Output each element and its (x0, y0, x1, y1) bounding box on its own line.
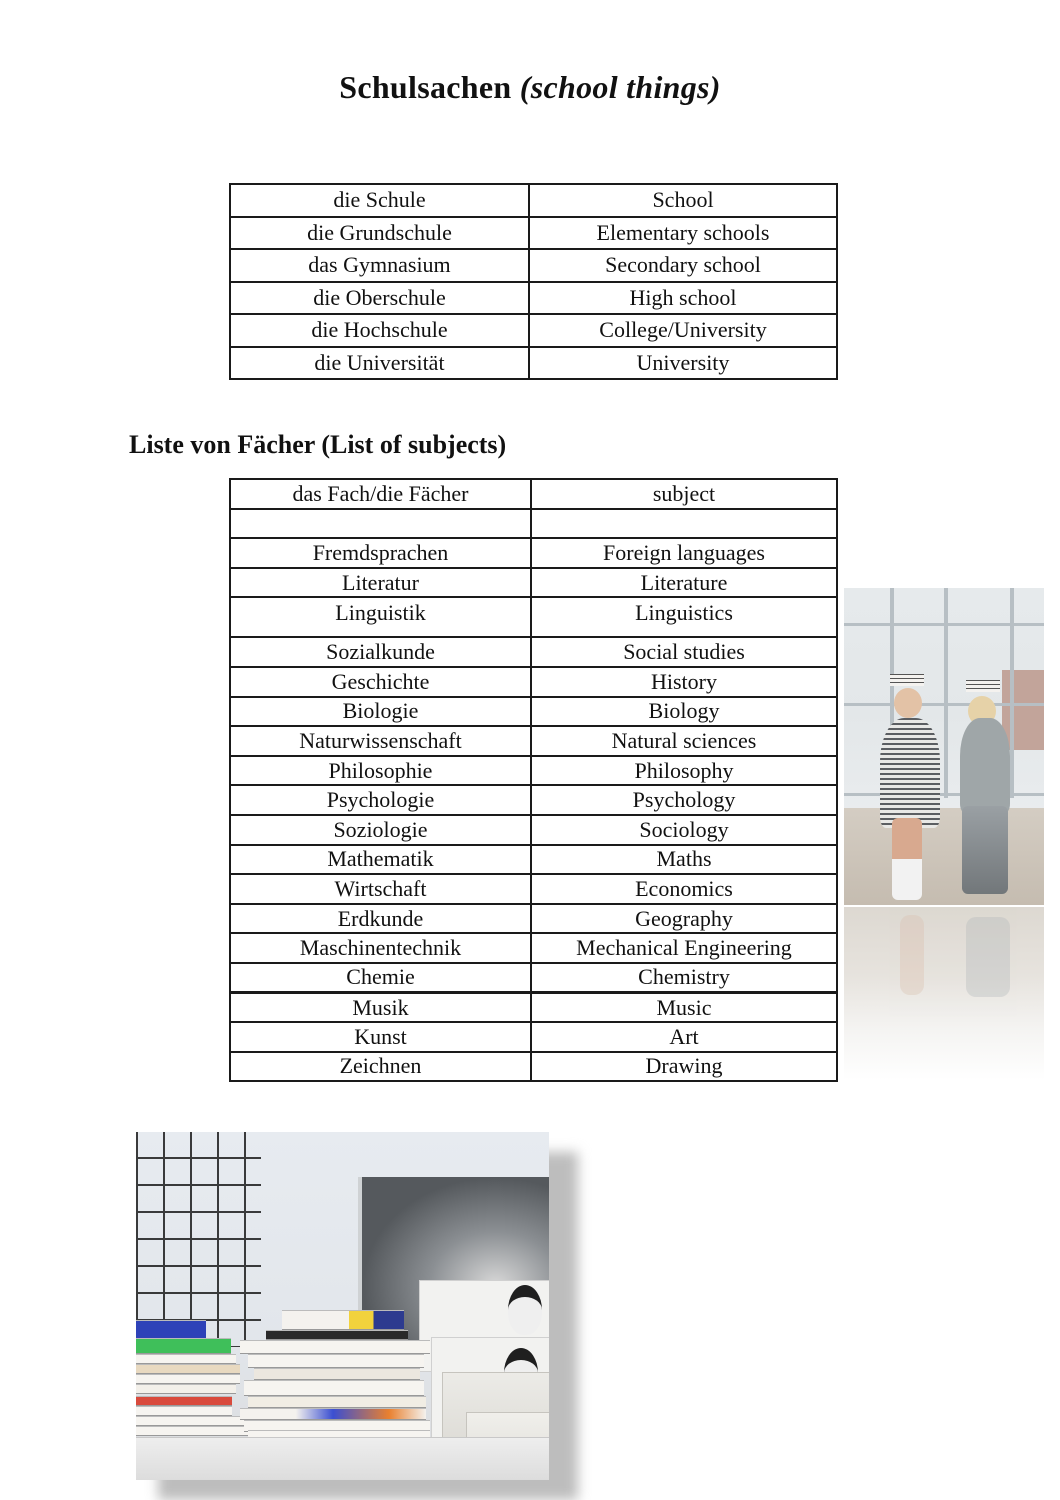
table-row (230, 993, 837, 1023)
subjects-heading: Liste von Fächer (List of subjects) (129, 430, 507, 459)
german-cell: Erdkunde (230, 904, 531, 934)
english-cell (531, 509, 837, 539)
german-cell: die Universität (230, 347, 529, 380)
schools-table (229, 183, 838, 380)
english-cell: Art (531, 1022, 837, 1052)
german-cell: Geschichte (230, 667, 531, 697)
english-cell: Foreign languages (531, 538, 837, 568)
table-row (230, 1052, 837, 1082)
book (240, 1340, 430, 1354)
german-cell: Soziologie (230, 815, 531, 845)
table-row (230, 249, 837, 282)
table-row (230, 726, 837, 756)
window-frame (844, 793, 1044, 796)
books-photo (136, 1132, 549, 1480)
english-cell: Elementary schools (529, 217, 837, 250)
english-cell: School (529, 184, 837, 217)
kids-photo (844, 588, 1044, 1080)
book (240, 1408, 426, 1420)
book (136, 1396, 232, 1406)
german-cell: Zeichnen (230, 1052, 531, 1082)
english-cell: Social studies (531, 637, 837, 667)
shelf (136, 1437, 549, 1480)
german-cell: die Oberschule (230, 282, 529, 315)
german-cell: die Schule (230, 184, 529, 217)
title-english: (school things) (519, 69, 721, 105)
book (266, 1330, 408, 1340)
window-frame (944, 588, 948, 798)
table-row (230, 963, 837, 993)
german-cell: Biologie (230, 697, 531, 727)
english-cell: College/University (529, 314, 837, 347)
english-cell: Economics (531, 874, 837, 904)
title-german: Schulsachen (339, 69, 512, 105)
english-cell: Maths (531, 845, 837, 875)
book (136, 1374, 240, 1384)
german-cell (230, 509, 531, 539)
german-cell: Literatur (230, 568, 531, 598)
book (136, 1416, 246, 1426)
book (136, 1364, 240, 1374)
book (248, 1354, 424, 1368)
table-row (230, 667, 837, 697)
kids-photo-main (844, 588, 1044, 905)
table-row (230, 874, 837, 904)
table-row (230, 697, 837, 727)
table-row (230, 347, 837, 380)
book (136, 1354, 236, 1364)
reflection-shape (966, 917, 1010, 997)
table-row (230, 282, 837, 315)
book (244, 1380, 424, 1396)
english-cell: Psychology (531, 785, 837, 815)
english-cell: Drawing (531, 1052, 837, 1082)
table-row (230, 217, 837, 250)
book (136, 1406, 232, 1416)
subjects-table (229, 478, 838, 1082)
child-legs (892, 818, 922, 900)
german-cell: das Gymnasium (230, 249, 529, 282)
table-row (230, 538, 837, 568)
table-row (230, 597, 837, 637)
window-frame (844, 703, 1044, 706)
german-cell: Musik (230, 993, 531, 1023)
english-header: subject (531, 479, 837, 509)
book (136, 1338, 231, 1354)
book (136, 1384, 236, 1394)
table-row (230, 1022, 837, 1052)
german-cell: Chemie (230, 963, 531, 993)
table-row (230, 637, 837, 667)
german-cell: Fremdsprachen (230, 538, 531, 568)
window-frame (1010, 588, 1014, 798)
photo-building (1002, 670, 1044, 750)
german-header: das Fach/die Fächer (230, 479, 531, 509)
english-cell: University (529, 347, 837, 380)
wire-grid (136, 1132, 261, 1347)
english-cell: History (531, 667, 837, 697)
table-row (230, 785, 837, 815)
books-on-head (890, 674, 924, 686)
table-row (230, 933, 837, 963)
german-cell: Wirtschaft (230, 874, 531, 904)
english-cell: Geography (531, 904, 837, 934)
english-cell: Sociology (531, 815, 837, 845)
german-cell: Linguistik (230, 597, 531, 637)
german-cell: Maschinentechnik (230, 933, 531, 963)
book (248, 1396, 426, 1408)
window-sill (844, 808, 1044, 905)
kids-photo-reflection (844, 907, 1044, 1080)
english-cell: Chemistry (531, 963, 837, 993)
german-cell: Sozialkunde (230, 637, 531, 667)
reflection-shape (900, 915, 924, 995)
german-cell: Mathematik (230, 845, 531, 875)
table-row (230, 314, 837, 347)
book (136, 1426, 261, 1436)
english-cell: Biology (531, 697, 837, 727)
window-frame (844, 623, 1044, 626)
table-row-empty (230, 509, 837, 539)
german-cell: die Hochschule (230, 314, 529, 347)
german-cell: Kunst (230, 1022, 531, 1052)
english-cell: Secondary school (529, 249, 837, 282)
english-cell: Literature (531, 568, 837, 598)
page-title (0, 66, 1060, 108)
table-row (230, 845, 837, 875)
child-girl (880, 718, 940, 828)
book (282, 1310, 404, 1330)
english-cell: Music (531, 993, 837, 1023)
english-cell: Linguistics (531, 597, 837, 637)
german-cell: Psychologie (230, 785, 531, 815)
child-legs (962, 806, 1008, 894)
english-cell: Natural sciences (531, 726, 837, 756)
book (136, 1320, 206, 1340)
books-on-head (966, 680, 1000, 692)
german-cell: Naturwissenschaft (230, 726, 531, 756)
table-row (230, 904, 837, 934)
german-cell: die Grundschule (230, 217, 529, 250)
table-row (230, 184, 837, 217)
english-cell: Philosophy (531, 756, 837, 786)
table-header-row (230, 479, 837, 509)
german-cell: Philosophie (230, 756, 531, 786)
child-boy (960, 718, 1010, 813)
table-row (230, 815, 837, 845)
table-row (230, 756, 837, 786)
table-row (230, 568, 837, 598)
portrait-drawing (508, 1285, 542, 1335)
child-head (894, 688, 922, 718)
english-cell: High school (529, 282, 837, 315)
book (254, 1368, 420, 1380)
english-cell: Mechanical Engineering (531, 933, 837, 963)
